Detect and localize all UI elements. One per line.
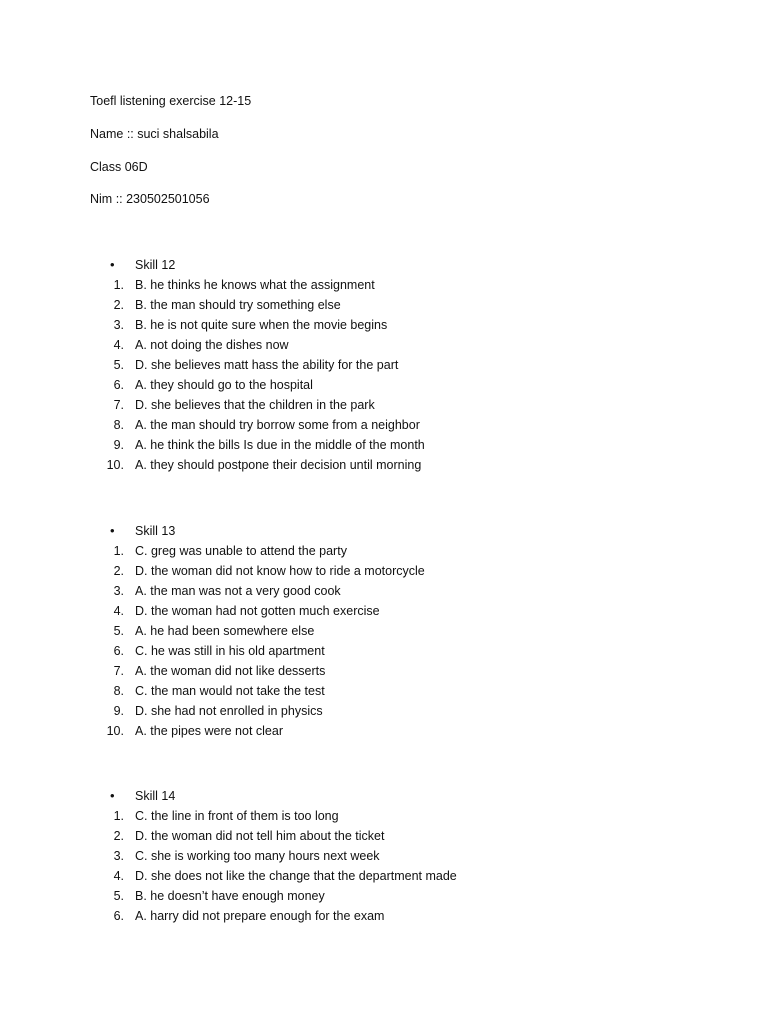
list-item-number: 10. (106, 458, 124, 472)
list-item-number: 8. (113, 418, 124, 432)
list-item-text: B. he doesn’t have enough money (135, 889, 325, 903)
student-name: Name :: suci shalsabila (90, 127, 219, 141)
list-item-number: 4. (113, 338, 124, 352)
list-item-text: C. he was still in his old apartment (135, 644, 325, 658)
list-item-number: 2. (113, 298, 124, 312)
section-heading: Skill 12 (135, 258, 176, 272)
section-heading: Skill 14 (135, 789, 176, 803)
list-item-text: A. they should postpone their decision until morning (135, 458, 422, 472)
list-item-text: A. harry did not prepare enough for the exam (135, 909, 385, 923)
list-item-text: D. she had not enrolled in physics (135, 704, 323, 718)
student-nim: Nim :: 230502501056 (90, 192, 210, 206)
list-item-number: 5. (113, 358, 124, 372)
list-item-text: A. he think the bills Is due in the middle of the month (135, 438, 425, 452)
list-item-number: 8. (113, 684, 124, 698)
list-item-text: D. the woman did not know how to ride a motorcycle (135, 564, 425, 578)
list-item-number: 1. (113, 544, 124, 558)
list-item-text: C. the line in front of them is too long (135, 809, 339, 823)
bullet-icon: • (110, 257, 115, 272)
list-item-number: 3. (113, 584, 124, 598)
list-item-number: 5. (113, 889, 124, 903)
list-item-number: 1. (113, 278, 124, 292)
list-item-number: 6. (113, 378, 124, 392)
section-heading: Skill 13 (135, 524, 176, 538)
list-item-number: 10. (106, 724, 124, 738)
list-item-number: 7. (113, 398, 124, 412)
list-item-number: 4. (113, 604, 124, 618)
list-item-text: D. she believes matt hass the ability for the part (135, 358, 399, 372)
list-item-text: C. greg was unable to attend the party (135, 544, 347, 558)
list-item-text: B. he thinks he knows what the assignment (135, 278, 375, 292)
list-item-number: 9. (113, 438, 124, 452)
list-item-number: 3. (113, 318, 124, 332)
list-item-number: 7. (113, 664, 124, 678)
list-item-number: 9. (113, 704, 124, 718)
list-item-number: 6. (113, 909, 124, 923)
list-item-number: 5. (113, 624, 124, 638)
list-item-text: A. not doing the dishes now (135, 338, 289, 352)
list-item-text: A. he had been somewhere else (135, 624, 315, 638)
list-item-text: D. the woman had not gotten much exercise (135, 604, 380, 618)
list-item-text: A. the pipes were not clear (135, 724, 283, 738)
list-item-text: D. the woman did not tell him about the ticket (135, 829, 385, 843)
list-item-text: B. the man should try something else (135, 298, 341, 312)
list-item-text: C. the man would not take the test (135, 684, 325, 698)
student-class: Class 06D (90, 160, 148, 174)
list-item-number: 6. (113, 644, 124, 658)
list-item-number: 1. (113, 809, 124, 823)
list-item-number: 4. (113, 869, 124, 883)
list-item-number: 2. (113, 564, 124, 578)
list-item-text: D. she believes that the children in the park (135, 398, 375, 412)
list-item-number: 3. (113, 849, 124, 863)
list-item-text: A. the man should try borrow some from a neighbor (135, 418, 420, 432)
list-item-text: D. she does not like the change that the department made (135, 869, 457, 883)
list-item-number: 2. (113, 829, 124, 843)
bullet-icon: • (110, 788, 115, 803)
list-item-text: B. he is not quite sure when the movie begins (135, 318, 388, 332)
list-item-text: A. the woman did not like desserts (135, 664, 326, 678)
list-item-text: A. the man was not a very good cook (135, 584, 341, 598)
list-item-text: A. they should go to the hospital (135, 378, 313, 392)
document-title: Toefl listening exercise 12-15 (90, 94, 252, 108)
list-item-text: C. she is working too many hours next week (135, 849, 380, 863)
bullet-icon: • (110, 523, 115, 538)
